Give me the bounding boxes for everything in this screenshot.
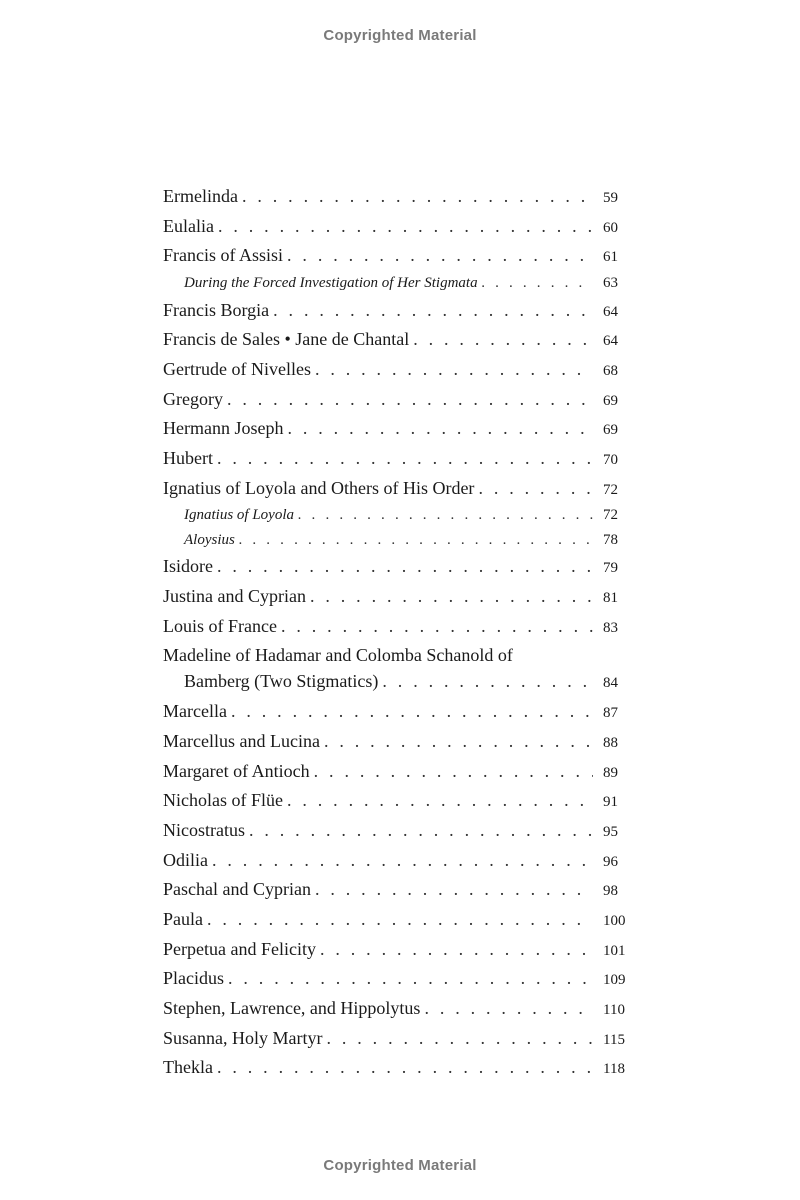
dot-leader: [217, 448, 593, 469]
toc-page-number: 88: [603, 734, 618, 751]
dot-leader: [298, 507, 593, 524]
toc-page-number: 100: [603, 912, 626, 929]
dot-leader: [315, 879, 593, 900]
toc-subentry: [163, 532, 633, 557]
toc-page-number: 68: [603, 362, 618, 379]
toc-entry: [163, 701, 633, 731]
toc-entry: [163, 300, 633, 330]
toc-entry-title: Isidore: [163, 556, 213, 577]
toc-page-number: 118: [603, 1061, 625, 1078]
copyright-watermark-bottom: Copyrighted Material: [323, 1157, 477, 1174]
toc-page-number: 70: [603, 452, 618, 468]
toc-page-number: 91: [603, 794, 618, 811]
table-of-contents: [163, 186, 633, 1087]
toc-entry: [163, 968, 633, 998]
toc-entry-title: Madeline of Hadamar and Colomba Schanold of: [163, 645, 513, 666]
dot-leader: [482, 275, 593, 292]
toc-page-number: 64: [603, 333, 618, 350]
toc-page-number: 60: [603, 219, 618, 236]
dot-leader: [287, 790, 593, 811]
toc-entry: [163, 359, 633, 389]
toc-entry-title: Marcella: [163, 701, 227, 722]
toc-entry-title: Odilia: [163, 849, 208, 870]
toc-page-number: 61: [603, 249, 618, 266]
dot-leader: [287, 245, 593, 266]
toc-entry: [163, 448, 633, 478]
toc-entry: [163, 616, 633, 646]
toc-entry: [163, 1057, 633, 1087]
toc-page-number: 72: [603, 507, 618, 524]
toc-entry: [163, 731, 633, 761]
dot-leader: [382, 671, 593, 692]
toc-page-number: 79: [603, 560, 618, 577]
copyright-watermark-top: Copyrighted Material: [323, 27, 477, 44]
toc-page-number: 59: [603, 190, 618, 206]
toc-entry: [163, 761, 633, 791]
toc-page-number: 69: [603, 392, 618, 409]
toc-entry: [163, 418, 633, 448]
dot-leader: [310, 586, 593, 607]
toc-entry: [163, 186, 633, 216]
toc-entry-title: Louis of France: [163, 615, 277, 636]
toc-page-number: 81: [603, 590, 618, 607]
dot-leader: [239, 532, 593, 549]
toc-entry-title: Francis de Sales • Jane de Chantal: [163, 329, 410, 350]
dot-leader: [424, 998, 593, 1019]
toc-page-number: 109: [603, 972, 626, 989]
toc-entry-title: Hubert: [163, 448, 213, 468]
dot-leader: [413, 329, 593, 350]
dot-leader: [326, 1028, 593, 1049]
dot-leader: [217, 1057, 593, 1078]
dot-leader: [249, 820, 593, 841]
toc-page-number: 69: [603, 422, 618, 439]
toc-entry-title: Francis of Assisi: [163, 245, 284, 266]
dot-leader: [227, 389, 593, 410]
toc-subentry-title: Aloysius: [184, 531, 235, 548]
toc-page-number: 64: [603, 303, 618, 320]
dot-leader: [207, 909, 593, 930]
dot-leader: [228, 968, 593, 989]
toc-entry: [163, 790, 633, 820]
toc-entry-multiline: [163, 645, 633, 701]
dot-leader: [212, 850, 593, 871]
toc-entry-title-continued: Bamberg (Two Stigmatics): [184, 671, 379, 692]
toc-entry-title: Nicholas of Flüe: [163, 790, 283, 811]
dot-leader: [314, 761, 593, 782]
toc-entry-title: Margaret of Antioch: [163, 760, 310, 781]
toc-entry: [163, 245, 633, 275]
toc-entry-title: Justina and Cyprian: [163, 586, 306, 607]
toc-page-number: 63: [603, 275, 618, 292]
dot-leader: [478, 478, 593, 499]
toc-entry-title: Gertrude of Nivelles: [163, 358, 311, 379]
toc-entry-title: Stephen, Lawrence, and Hippolytus: [163, 998, 421, 1018]
dot-leader: [217, 556, 593, 577]
toc-entry-title: Paschal and Cyprian: [163, 879, 311, 900]
toc-page-number: 115: [603, 1031, 625, 1048]
toc-entry-title: Gregory: [163, 388, 223, 409]
toc-entry: [163, 820, 633, 850]
toc-subentry-title: During the Forced Investigation of Her Stigmata: [184, 275, 478, 292]
toc-entry-title: Eulalia: [163, 215, 214, 236]
dot-leader: [287, 418, 593, 439]
dot-leader: [231, 701, 593, 722]
toc-entry-title: Francis Borgia: [163, 299, 270, 320]
toc-entry: [163, 389, 633, 419]
toc-page-number: 98: [603, 883, 618, 900]
toc-entry-title: Hermann Joseph: [163, 418, 284, 439]
toc-subentry: [163, 507, 633, 532]
toc-page-number: 95: [603, 823, 618, 840]
toc-entry-title: Susanna, Holy Martyr: [163, 1027, 323, 1048]
toc-entry: [163, 909, 633, 939]
dot-leader: [324, 731, 593, 752]
toc-entry-title: Thekla: [163, 1057, 213, 1078]
toc-page-number: 96: [603, 853, 618, 870]
toc-entry: [163, 998, 633, 1028]
toc-entry: [163, 1028, 633, 1058]
toc-entry-title: Ignatius of Loyola and Others of His Order: [163, 477, 475, 498]
toc-entry-title: Perpetua and Felicity: [163, 938, 316, 959]
toc-page-number: 83: [603, 619, 618, 636]
toc-entry: [163, 879, 633, 909]
dot-leader: [320, 939, 593, 960]
toc-entry: [163, 586, 633, 616]
toc-page-number: 89: [603, 764, 618, 781]
dot-leader: [273, 300, 593, 321]
toc-entry-title: Marcellus and Lucina: [163, 730, 320, 751]
toc-page-number: 87: [603, 705, 618, 722]
dot-leader: [315, 359, 593, 380]
dot-leader: [242, 186, 593, 207]
toc-entry: [163, 939, 633, 969]
toc-entry-title: Paula: [163, 908, 203, 929]
dot-leader: [218, 216, 593, 237]
dot-leader: [281, 616, 593, 637]
toc-subentry-title: Ignatius of Loyola: [184, 507, 295, 524]
toc-entry-title: Ermelinda: [163, 186, 238, 206]
toc-page-number: 101: [603, 942, 626, 959]
toc-entry: [163, 329, 633, 359]
toc-subentry: [163, 275, 633, 300]
toc-page-number: 78: [603, 531, 618, 548]
toc-entry: [163, 850, 633, 880]
toc-page-number: 84: [603, 675, 618, 692]
toc-page-number: 72: [603, 481, 618, 498]
toc-entry: [163, 216, 633, 246]
toc-entry: [163, 556, 633, 586]
toc-page-number: 110: [603, 1002, 625, 1018]
toc-entry: [163, 478, 633, 508]
toc-entry-title: Placidus: [163, 968, 224, 989]
toc-entry-title: Nicostratus: [163, 819, 245, 840]
